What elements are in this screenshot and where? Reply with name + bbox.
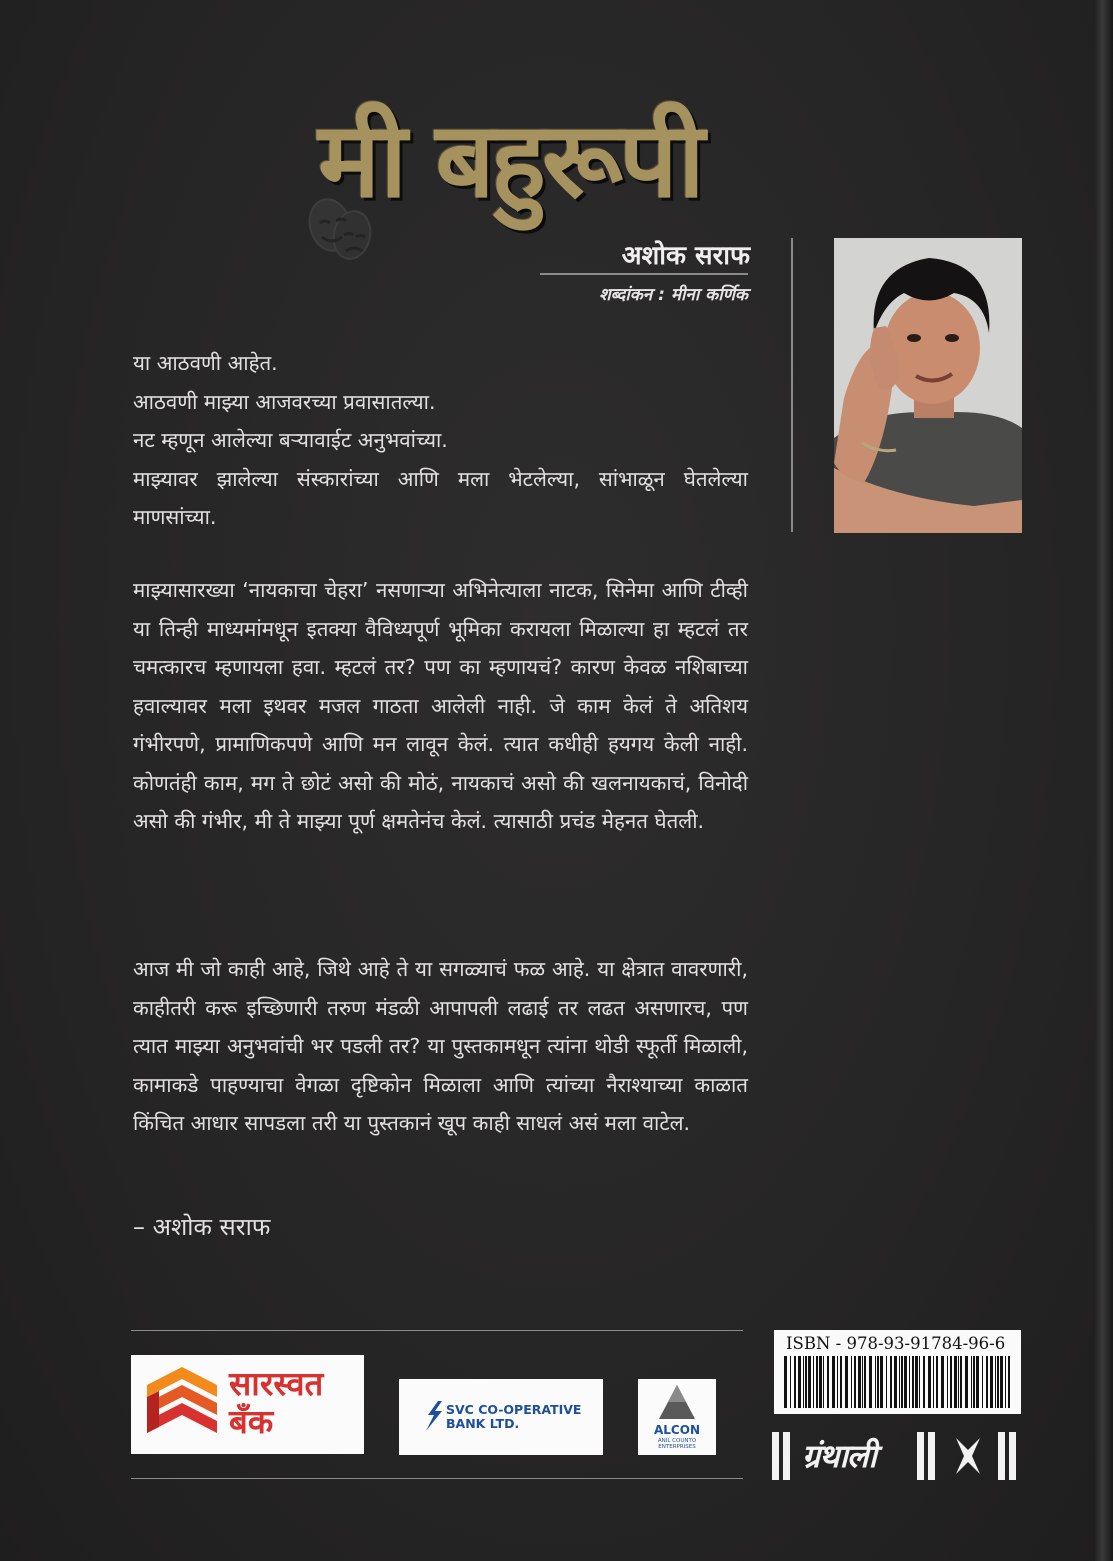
barcode-bar <box>976 1356 979 1408</box>
barcode-bar <box>886 1356 887 1408</box>
alcon-sub-line-2: ENTERPRISES <box>658 1444 696 1450</box>
barcode-bar <box>1005 1356 1006 1408</box>
book-spine-edge <box>1095 0 1113 1561</box>
barcode-bar <box>875 1356 876 1408</box>
barcode-bar <box>858 1356 861 1408</box>
blurb-line: या आठवणी आहेत. <box>133 351 278 375</box>
barcode-bar <box>877 1356 879 1408</box>
barcode-bar <box>973 1356 975 1408</box>
alcon-subtitle <box>638 1438 716 1450</box>
barcode-bar <box>954 1356 957 1408</box>
barcode-bar <box>803 1356 804 1408</box>
publisher-logo <box>772 1430 1022 1482</box>
barcode <box>784 1356 1012 1408</box>
svc-bank-logo <box>399 1379 603 1455</box>
barcode-bar <box>990 1356 993 1408</box>
barcode-bar <box>816 1356 818 1408</box>
barcode-bar <box>894 1356 897 1408</box>
blurb-text: माझ्यासारख्या ‘नायकाचा चेहरा’ नसणाऱ्या अभिनेत्याला नाटक, सिनेमा आणि टीव्ही या तिन्ही माध्यमांमधून इतक्या वैविध्यपूर्ण भूमिका करायला मिळाल्या हा म्हटलं तर चमत्कारच म्हणायला हवा. म्हटलं तर? पण का म्हणायचं? कारण केवळ नशिबाच्या हवाल्यावर मला इथवर मजल गाठता आलेली नाही. जे काम केलं ते अतिशय गंभीरपणे, प्रामाणिकपणे आणि मन लावून केलं. त्यात कधीही हयगय केली नाही. कोणतंही काम, मग ते छोटं असो की मोठं, नायकाचं असो की खलनायकाचं, विनोदी असो की गंभीर, मी ते माझ्या पूर्ण क्षमतेनंच केलं. त्यासाठी प्रचंड मेहनत घेतली. <box>133 578 748 833</box>
barcode-bar <box>901 1356 903 1408</box>
alcon-pyramid-icon <box>657 1383 697 1423</box>
publisher-name: ग्रंथाली <box>802 1437 876 1475</box>
author-divider <box>540 273 748 275</box>
blurb-line: माझ्यावर झालेल्या संस्कारांच्या आणि मला भेटलेल्या, सांभाळून घेतलेल्या माणसांच्या. <box>133 466 748 529</box>
barcode-bar <box>950 1356 952 1408</box>
barcode-bar <box>986 1356 988 1408</box>
blurb-paragraph-2 <box>133 571 748 841</box>
signature: – अशोक सराफ <box>133 1213 271 1241</box>
blurb-paragraph-1 <box>133 344 748 537</box>
author-name: अशोक सराफ <box>621 241 750 271</box>
saraswat-emblem-icon <box>137 1355 227 1454</box>
barcode-bar <box>919 1356 920 1408</box>
barcode-bar <box>1008 1356 1010 1408</box>
barcode-bar <box>890 1356 892 1408</box>
barcode-bar <box>862 1356 863 1408</box>
barcode-bar <box>947 1356 948 1408</box>
saraswat-bank-name: सारस्वत बँक <box>229 1364 324 1441</box>
author-photo <box>834 238 1022 533</box>
alcon-name: ALCON <box>654 1423 700 1437</box>
barcode-bar <box>904 1356 907 1408</box>
barcode-bar <box>808 1356 811 1408</box>
svc-bank-name <box>446 1403 581 1431</box>
barcode-bar <box>965 1356 968 1408</box>
barcode-bar <box>933 1356 934 1408</box>
barcode-bar <box>909 1356 910 1408</box>
barcode-bar <box>864 1356 866 1408</box>
barcode-bar <box>840 1356 842 1408</box>
barcode-bar <box>995 1356 996 1408</box>
writing-credit: शब्दांकन : मीना कर्णिक <box>599 285 748 305</box>
isbn-barcode-box <box>774 1330 1021 1414</box>
barcode-bar <box>819 1356 822 1408</box>
barcode-bar <box>798 1356 801 1408</box>
sponsor-top-rule <box>131 1330 743 1331</box>
barcode-bar <box>813 1356 814 1408</box>
barcode-bar <box>982 1356 983 1408</box>
blurb-text: आज मी जो काही आहे, जिथे आहे ते या सगळ्याचं फळ आहे. या क्षेत्रात वावरणारी, काहीतरी करू इच्छिणारी तरुण मंडळी आपापली लढाई तर लढत असणारच, पण त्यात माझ्या अनुभवांची भर पडली तर? या पुस्तकामधून त्यांना थोडी स्फूर्ती मिळाली, कामाकडे पाहण्याचा वेगळा दृष्टिकोन मिळाला आणि त्यांच्या नैराश्याच्या काळात किंचित आधार सापडला तरी या पुस्तकानं खूप काही साधलं असं मला वाटेल. <box>133 957 748 1135</box>
barcode-bar <box>784 1356 787 1408</box>
blurb-line: नट म्हणून आलेल्या बऱ्यावाईट अनुभवांच्या. <box>133 428 448 452</box>
barcode-bar <box>854 1356 856 1408</box>
barcode-bar <box>997 1356 999 1408</box>
barcode-bar <box>912 1356 914 1408</box>
barcode-bar <box>941 1356 944 1408</box>
barcode-bar <box>851 1356 852 1408</box>
barcode-bar <box>823 1356 824 1408</box>
barcode-bar <box>845 1356 848 1408</box>
barcode-bar <box>915 1356 918 1408</box>
barcode-bar <box>936 1356 938 1408</box>
vertical-divider <box>791 238 793 532</box>
svc-line-2: BANK LTD. <box>446 1416 520 1431</box>
barcode-bar <box>971 1356 972 1408</box>
barcode-bar <box>869 1356 872 1408</box>
barcode-bar <box>790 1356 791 1408</box>
barcode-bar <box>837 1356 838 1408</box>
saraswat-bank-logo <box>131 1355 364 1454</box>
blurb-line: आठवणी माझ्या आजवरच्या प्रवासातल्या. <box>133 389 436 414</box>
alcon-sub-line-1: ANIL COUNTO <box>657 1438 697 1444</box>
book-title: मी बहुरूपी <box>318 98 701 221</box>
blurb-paragraph-3 <box>133 950 748 1143</box>
barcode-bar <box>923 1356 925 1408</box>
barcode-bar <box>928 1356 931 1408</box>
isbn-number: ISBN - 978-93-91784-96-6 <box>786 1334 1006 1353</box>
barcode-bar <box>832 1356 835 1408</box>
barcode-bar <box>1000 1356 1003 1408</box>
svc-emblem-icon <box>424 1401 444 1431</box>
barcode-bar <box>880 1356 883 1408</box>
barcode-bar <box>827 1356 829 1408</box>
barcode-bar <box>794 1356 796 1408</box>
sponsor-bottom-rule <box>131 1478 743 1479</box>
svc-line-1: SVC CO-OPERATIVE <box>446 1402 582 1417</box>
alcon-logo <box>638 1379 716 1455</box>
barcode-bar <box>805 1356 807 1408</box>
barcode-bar <box>960 1356 962 1408</box>
barcode-bar <box>899 1356 900 1408</box>
barcode-bar <box>958 1356 959 1408</box>
